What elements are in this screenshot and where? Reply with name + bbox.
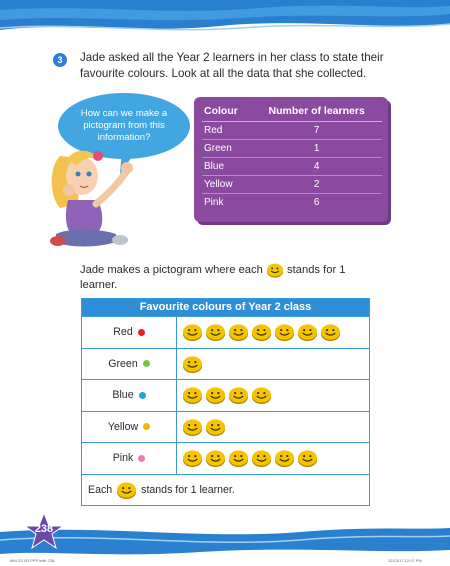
smiley-face-icon (274, 448, 295, 468)
pictogram-row (82, 379, 369, 411)
header-number-of-learners: Number of learners (251, 103, 382, 122)
pictogram-key (82, 474, 369, 505)
table-cell-colour: Pink (204, 197, 224, 208)
bottom-banner (0, 510, 450, 566)
pictogram-row (82, 411, 369, 443)
pictogram-label-text: Pink (112, 452, 134, 465)
pictogram-faces (177, 380, 369, 411)
pictogram-faces (177, 412, 369, 443)
table-row (202, 194, 382, 212)
table-cell-colour: Red (202, 122, 251, 140)
page-number: 238 (34, 523, 54, 535)
table-cell-count: 6 (313, 197, 320, 208)
speech-bubble-text: How can we make a pictogram from this information? (80, 108, 168, 143)
pictogram-rows (82, 316, 369, 474)
table-row (202, 122, 382, 140)
smiley-face-icon (251, 322, 272, 342)
intro-text-after: stands for 1 learner. (80, 263, 346, 291)
question-text: Jade asked all the Year 2 learners in her class to state their favourite colours. Look at all the data that she collected. (80, 51, 384, 80)
pictogram-row (82, 442, 369, 474)
pictogram-label-text: Blue (112, 389, 134, 402)
pictogram-row-label (82, 380, 177, 411)
smiley-face-icon (251, 385, 272, 405)
pictogram-row-label (82, 412, 177, 443)
pictogram-title: Favourite colours of Year 2 class (82, 299, 369, 316)
footer-timestamp: 12/13/17 12:07 PM (388, 558, 422, 563)
smiley-face-icon (228, 448, 249, 468)
smiley-face-icon (205, 417, 226, 437)
top-banner (0, 0, 450, 38)
table-cell-count: 2 (251, 176, 382, 194)
smiley-face-icon (182, 354, 203, 374)
smiley-face-icon (297, 448, 318, 468)
footer-file-info: MM G2 B3 PPP.indb 238 (10, 558, 55, 563)
pictogram-row-label (82, 317, 177, 348)
smiley-face-icon (205, 448, 226, 468)
smiley-face-icon (205, 322, 226, 342)
pictogram-label-text: Yellow (107, 420, 139, 433)
girl-illustration (38, 138, 138, 250)
pictogram-row-label (82, 349, 177, 380)
intro-text-before: Jade makes a pictogram where each (80, 263, 263, 276)
table-cell-count: 7 (251, 122, 382, 140)
colour-dot-icon (138, 455, 145, 462)
pictogram-row (82, 348, 369, 380)
smiley-face-icon (297, 322, 318, 342)
smiley-face-icon (182, 417, 203, 437)
pictogram-faces (177, 349, 369, 380)
pictogram-faces (177, 317, 369, 348)
colour-dot-icon (143, 423, 150, 430)
smiley-face-icon (228, 385, 249, 405)
table-cell-colour: Green (202, 140, 251, 158)
pictogram-row (82, 316, 369, 348)
pictogram-faces (177, 443, 369, 474)
smiley-face-icon (182, 448, 203, 468)
table-cell-colour: Yellow (202, 176, 251, 194)
table-cell-count: 4 (251, 158, 382, 176)
key-text-after: stands for 1 learner. (141, 483, 235, 496)
smiley-face-icon (205, 385, 226, 405)
colour-data-table (194, 97, 388, 222)
colour-dot-icon (139, 392, 146, 399)
colour-dot-icon (143, 360, 150, 367)
pictogram-label-text: Green (108, 357, 138, 370)
table-cell-count: 1 (251, 140, 382, 158)
smiley-face-icon (274, 322, 295, 342)
smiley-face-icon (320, 322, 341, 342)
table-row (202, 158, 382, 176)
colour-dot-icon (138, 329, 145, 336)
key-text-before: Each (88, 483, 113, 496)
header-colour: Colour (202, 103, 251, 122)
table-row (202, 140, 382, 158)
smiley-face-icon (228, 322, 249, 342)
pictogram-intro (80, 262, 380, 292)
table-cell-colour: Blue (202, 158, 251, 176)
question-number-badge: 3 (53, 53, 67, 67)
smiley-face-icon (182, 322, 203, 342)
smiley-face-icon (266, 262, 284, 278)
smiley-face-icon (116, 480, 137, 500)
smiley-face-icon (182, 385, 203, 405)
pictogram-row-label (82, 443, 177, 474)
pictogram-label-text: Red (113, 326, 133, 339)
pictogram-table (81, 298, 370, 506)
table-row (202, 176, 382, 194)
smiley-face-icon (251, 448, 272, 468)
